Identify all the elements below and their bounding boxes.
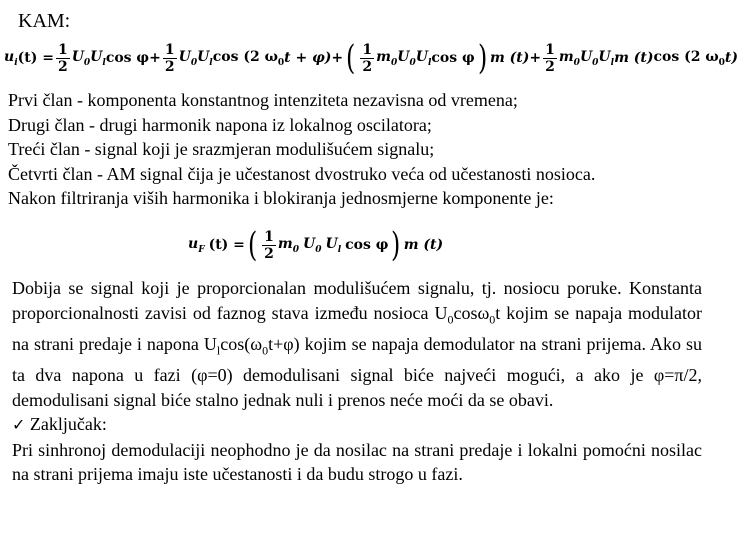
formula-lhs-arg: (t) = [17,50,54,66]
line-fourth-term: Četvrti član - AM signal čija je učestanost dvostruko veća od učestanosti nosioca. [8,163,596,184]
fraction-half: $\frac{1}{2}$ [164,41,175,75]
line-filtering: Nakon filtriranja viših harmonika i blokiranja jednosmjerne komponente je: [8,188,554,208]
term-m0: $m_0$ [558,48,580,68]
formula-filtered: $u_F$ (t) = ( $\frac{1}{2}$ $m_0$ $U_0$ $U_l$ cos φ ) m (t) [188,225,444,265]
conclusion-text: Pri sinhronoj demodulaciji neophodno je da nosilac na strani predaje i lokalni pomoćni nosilac na strani prijema imaju iste učestanosti i da budu strogo u fazi. [12,439,702,485]
term-t-phi: t + φ) [284,50,332,66]
formula-lhs-uf: $u_F$ [188,235,205,255]
plus-sign: + [149,50,161,66]
explanation-block [12,276,702,487]
term-m0: $m_0$ [376,48,398,68]
formula-kam: $u_i$ (t) = $\frac{1}{2}$ $U_0$ $U_l$ cos φ + $\frac{1}{2}$ $U_0$ $U_l$ cos (2 $\omega_0$ t + φ) + ( $\frac{1}{2}$ $m_0$ $U_0$ $U_l$ cos φ ) m (t) + $\frac{1}{2}$ $m_0$ $U_0$ $U_l$ m (t) cos (2 $\omega_0$ t) [4,38,738,78]
plus-sign: + [529,50,542,66]
term-m0: $m_0$ [277,235,300,255]
term-u0: $U_0$ [579,48,599,68]
formula-lhs-arg: (t) = [208,237,245,253]
term-u0: $U_0$ [71,48,91,68]
term-m-t: m (t) [489,50,530,66]
term-cos-phi: cos φ [345,237,389,253]
fraction-half: $\frac{1}{2}$ [264,228,274,262]
explanation-paragraph: Dobija se signal koji je proporcionalan modulišućem signalu, tj. nosiocu poruke. Konstanta proporcionalnosti zavisi od faznog stava između nosioca $U_0\cos\omega_0t$ kojim se napaja modulator na strani predaje i napona $U_l\cos(\omega_0t+\varphi)$ kojim se napaja demodulator na strani prijema. Ako su ta dva napona u fazi (φ=0) demodulisani signal biće najveći mogući, a ako je φ=π/2, demodulisani signal biće stalno jednak nuli i prenos neće moći da se obavi. [12,278,702,410]
fraction-half: $\frac{1}{2}$ [57,41,68,75]
term-m-t: m (t) [614,50,654,66]
term-cos-2w: cos (2 $\omega_0$ [653,48,725,68]
line-first-term: Prvi član - komponenta konstantnog intenziteta nezavisna od vremena; [8,90,518,110]
term-ul: $U_l$ [598,48,615,68]
term-ul: $U_l$ [415,48,432,68]
fraction-half: $\frac{1}{2}$ [362,41,373,75]
conclusion-heading: ✓ Zaključak: [12,414,107,435]
term-cos-2w: cos (2 $\omega_0$ [212,48,285,68]
term-cos-phi: cos φ [431,50,475,66]
fraction-half: $\frac{1}{2}$ [545,41,555,75]
term-t-close: t) [724,50,738,66]
term-ul: $U_l$ [325,235,342,255]
term-ul: $U_l$ [197,48,213,68]
term-u0: $U_0$ [303,235,322,255]
formula-lhs: $u_i$ [4,48,18,68]
checkmark-icon: ✓ [12,415,26,435]
line-second-term: Drugi član - drugi harmonik napona iz lokalnog oscilatora; [8,114,432,135]
term-u0: $U_0$ [397,48,416,68]
line-third-term: Treći član - signal koji je srazmjeran modulišućem signalu; [8,139,435,159]
term-u0: $U_0$ [178,48,198,68]
plus-sign: + [331,50,344,66]
term-descriptions [8,88,595,211]
term-ul: $U_l$ [90,48,106,68]
term-m-t: m (t) [403,237,444,253]
term-cos-phi: cos φ [105,50,150,66]
heading: KAM: [18,10,71,32]
